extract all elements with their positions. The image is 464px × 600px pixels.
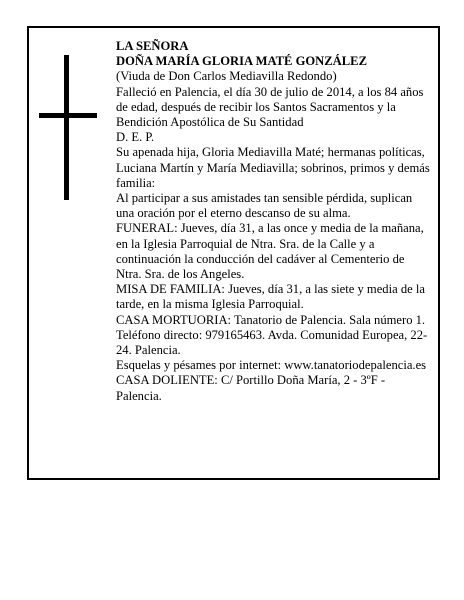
condolences-paragraph: Esquelas y pésames por internet: www.tanatoriodepalencia.es: [116, 358, 427, 373]
family-paragraph: Su apenada hija, Gloria Mediavilla Maté; hermanas políticas, Luciana Martín y María Mediavilla; sobrinos, primos y demás familia:: [116, 145, 430, 190]
notice-title: LA SEÑORA: [116, 39, 189, 53]
rip-line: D. E. P.: [116, 130, 155, 145]
obituary-notice: [27, 26, 440, 480]
mortuary-paragraph: CASA MORTUORIA: Tanatorio de Palencia. Sala número 1. Teléfono directo: 979165463. Avda. Comunidad Europea, 22-24. Palencia.: [116, 312, 428, 358]
cross-icon: [39, 55, 97, 200]
death-paragraph: Falleció en Palencia, el día 30 de julio de 2014, a los 84 años de edad, después de recibir los Santos Sacramentos y la Bendición Apostólica de Su Santidad: [116, 84, 424, 130]
funeral-paragraph: FUNERAL: Jueves, día 31, a las once y media de la mañana, en la Iglesia Parroquial de Ntra. Sra. de la Calle y a continuación la conducción del cadáver al Cementerio de Ntra. Sra. de los Angeles.: [116, 221, 424, 282]
cross-vertical-bar: [64, 55, 69, 200]
deceased-name: DOÑA MARÍA GLORIA MATÉ GONZÁLEZ: [116, 54, 367, 69]
widow-line: (Viuda de Don Carlos Mediavilla Redondo): [116, 69, 337, 84]
request-paragraph: Al participar a sus amistades tan sensible pérdida, suplican una oración por el eterno descanso de su alma.: [116, 191, 413, 221]
home-paragraph: CASA DOLIENTE: C/ Portillo Doña María, 2 - 3ºF - Palencia.: [116, 373, 386, 403]
cross-horizontal-bar: [39, 113, 97, 118]
mass-paragraph: MISA DE FAMILIA: Jueves, día 31, a las siete y media de la tarde, en la misma Iglesia Parroquial.: [116, 282, 425, 312]
notice-text: [116, 39, 432, 404]
